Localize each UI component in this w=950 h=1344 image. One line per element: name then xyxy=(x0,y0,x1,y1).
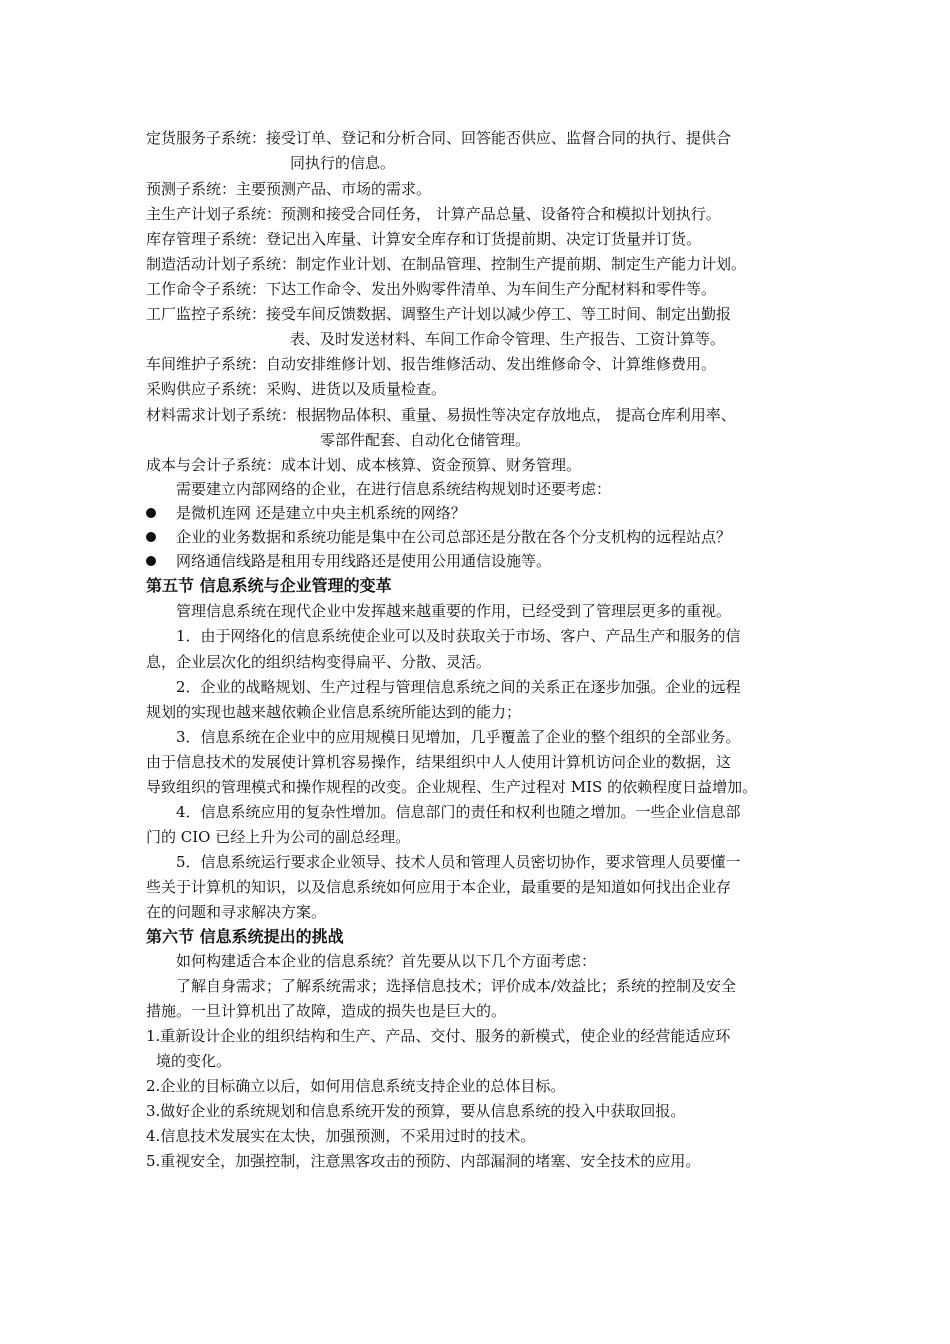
section6-item-3: 3.做好企业的系统规划和信息系统开发的预算，要从信息系统的投入中获取回报。 xyxy=(146,1102,686,1120)
bullet-icon xyxy=(146,508,156,518)
subsystem-ordering-line1: 定货服务子系统：接受订单、登记和分析合同、回答能否供应、监督合同的执行、提供合 xyxy=(146,129,732,147)
subsystem-mrp-line2: 零部件配套、自动化仓储管理。 xyxy=(320,431,531,449)
subsystem-manufacturing: 制造活动计划子系统：制定作业计划、在制品管理、控制生产提前期、制定生产能力计划。 xyxy=(146,255,747,273)
section6-p-line1: 了解自身需求；了解系统需求；选择信息技术；评价成本/效益比；系统的控制及安全 xyxy=(176,977,737,995)
section5-p1-line1: 1．由于网络化的信息系统使企业可以及时获取关于市场、客户、产品生产和服务的信 xyxy=(176,627,741,645)
section5-p4-line1: 4．信息系统应用的复杂性增加。信息部门的责任和权利也随之增加。一些企业信息部 xyxy=(176,803,741,821)
section6-item-2: 2.企业的目标确立以后，如何用信息系统支持企业的总体目标。 xyxy=(146,1077,566,1095)
section5-p5-line1: 5．信息系统运行要求企业领导、技术人员和管理人员密切协作，要求管理人员要懂一 xyxy=(176,853,741,871)
section5-p2-line1: 2．企业的战略规划、生产过程与管理信息系统之间的关系正在逐步加强。企业的远程 xyxy=(176,678,741,696)
subsystem-plant-monitor-line1: 工厂监控子系统：接受车间反馈数据、调整生产计划以减少停工、等工时间、制定出勤报 xyxy=(146,305,732,323)
subsystem-master-plan: 主生产计划子系统：预测和接受合同任务， 计算产品总量、设备符合和模拟计划执行。 xyxy=(146,205,721,223)
network-bullet-2: 企业的业务数据和系统功能是集中在公司总部还是分散在各个分支机构的远程站点？ xyxy=(176,528,732,546)
network-bullet-1: 是微机连网 还是建立中央主机系统的网络？ xyxy=(176,504,466,522)
section5-intro: 管理信息系统在现代企业中发挥越来越重要的作用，已经受到了管理层更多的重视。 xyxy=(176,602,732,620)
subsystem-inventory: 库存管理子系统：登记出入库量、计算安全库存和订货提前期、决定订货量并订货。 xyxy=(146,230,702,248)
subsystem-work-order: 工作命令子系统：下达工作命令、发出外购零件清单、为车间生产分配材料和零件等。 xyxy=(146,280,717,298)
network-bullet-3: 网络通信线路是租用专用线路还是使用公用通信设施等。 xyxy=(176,552,552,570)
section6-intro: 如何构建适合本企业的信息系统？首先要从以下几个方面考虑： xyxy=(176,952,597,970)
bullet-icon xyxy=(146,556,156,566)
subsystem-mrp-line1: 材料需求计划子系统：根据物品体积、重量、易损性等决定存放地点， 提高仓库利用率、 xyxy=(146,406,736,424)
subsystem-maintenance: 车间维护子系统：自动安排维修计划、报告维修活动、发出维修命令、计算维修费用。 xyxy=(146,355,717,373)
subsystem-ordering-line2: 同执行的信息。 xyxy=(290,154,396,172)
section5-p3-line2: 由于信息技术的发展使计算机容易操作，结果组织中人人使用计算机访问企业的数据，这 xyxy=(146,753,732,771)
subsystem-cost: 成本与会计子系统：成本计划、成本核算、资金预算、财务管理。 xyxy=(146,456,582,474)
section5-p5-line2: 些关于计算机的知识，以及信息系统如何应用于本企业，最重要的是知道如何找出企业存 xyxy=(146,878,732,896)
bullet-icon xyxy=(146,532,156,542)
section6-p-line2: 措施。一旦计算机出了故障，造成的损失也是巨大的。 xyxy=(146,1002,507,1020)
section6-item-1-line1: 1.重新设计企业的组织结构和生产、产品、交付、服务的新模式，使企业的经营能适应环 xyxy=(146,1027,731,1045)
subsystem-forecast: 预测子系统：主要预测产品、市场的需求。 xyxy=(146,180,432,198)
section5-p2-line2: 规划的实现也越来越依赖企业信息系统所能达到的能力； xyxy=(146,703,522,721)
section6-item-5: 5.重视安全，加强控制，注意黑客攻击的预防、内部漏洞的堵塞、安全技术的应用。 xyxy=(146,1152,701,1170)
section5-heading: 第五节 信息系统与企业管理的变革 xyxy=(146,576,392,595)
section5-p1-line2: 息，企业层次化的组织结构变得扁平、分散、灵活。 xyxy=(146,653,492,671)
subsystem-plant-monitor-line2: 表、及时发送材料、车间工作命令管理、生产报告、工资计算等。 xyxy=(290,330,726,348)
section6-item-1-line2: 境的变化。 xyxy=(156,1052,232,1070)
section6-item-4: 4.信息技术发展实在太快，加强预测，不采用过时的技术。 xyxy=(146,1127,536,1145)
section5-p5-line3: 在的问题和寻求解决方案。 xyxy=(146,903,327,921)
section5-p3-line1: 3．信息系统在企业中的应用规模日见增加，几乎覆盖了企业的整个组织的全部业务。 xyxy=(176,728,741,746)
section5-p4-line2: 门的 CIO 已经上升为公司的副总经理。 xyxy=(146,828,411,846)
subsystem-purchasing: 采购供应子系统：采购、进货以及质量检查。 xyxy=(146,380,447,398)
network-intro: 需要建立内部网络的企业，在进行信息系统结构规划时还要考虑： xyxy=(176,480,612,498)
section5-p3-line3: 导致组织的管理模式和操作规程的改变。企业规程、生产过程对 MIS 的依赖程度日益增加。 xyxy=(146,778,758,796)
section6-heading: 第六节 信息系统提出的挑战 xyxy=(146,927,344,946)
